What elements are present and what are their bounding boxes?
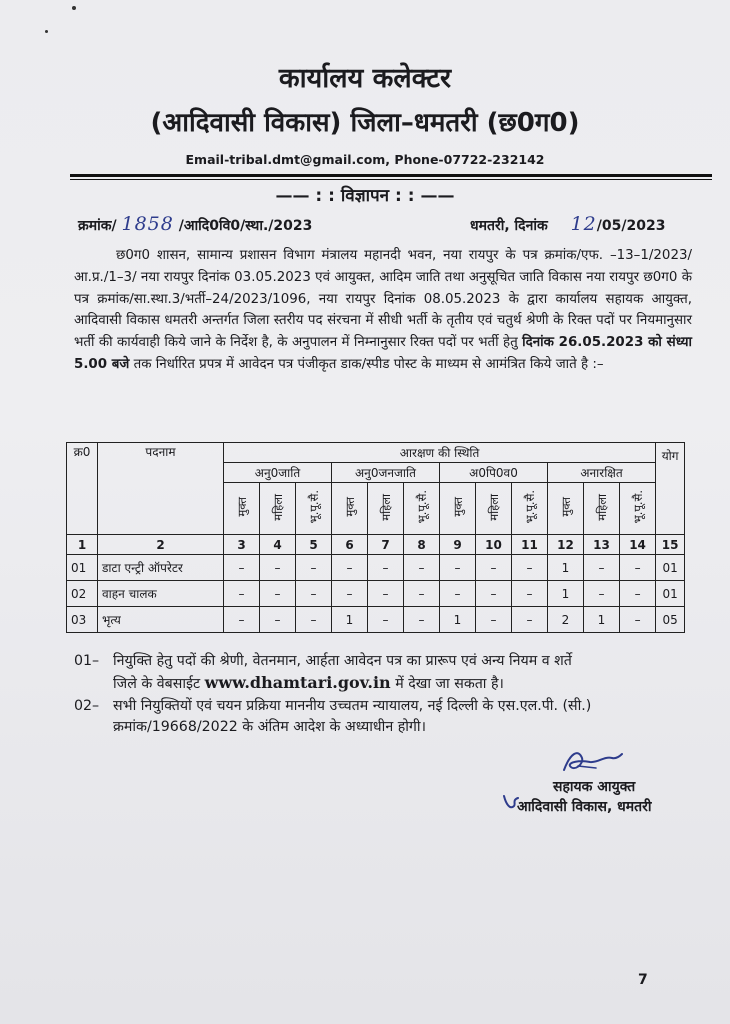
total-cell: 05 (656, 607, 685, 633)
serial-cell: 03 (67, 607, 98, 633)
vacancy-cell: – (620, 607, 656, 633)
column-index-cell: 7 (368, 535, 404, 555)
vacancy-cell: – (512, 581, 548, 607)
column-index-cell: 1 (67, 535, 98, 555)
vacancy-cell: – (260, 555, 296, 581)
vacancy-cell: – (332, 555, 368, 581)
signatory-designation: सहायक आयुक्त (553, 779, 636, 795)
note-number: 01– (74, 653, 100, 669)
total-cell: 01 (656, 581, 685, 607)
vacancy-cell: – (332, 581, 368, 607)
handwritten-ref-number: 1858 (121, 213, 174, 235)
vacancy-cell: – (404, 607, 440, 633)
office-title: कार्यालय कलेक्टर (278, 63, 452, 94)
notice-body: छ0ग0 शासन, सामान्य प्रशासन विभाग मंत्रालय महानदी भवन, नया रायपुर के पत्र क्रमांक/एफ. –13–1/2023/आ.प्र./1–3/ नया रायपुर दिनांक 03.05.2023 एवं आयुक्त, आदिम जाति तथा अनुसूचित जाति विकास नया रायपुर छ0ग0 के पत्र क्रमांक/सा.स्था.3/भर्ती–24/2023/1096, नया रायपुर दिनांक 08.05.2023 के द्वारा कार्यालय सहायक आयुक्त, आदिवासी विकास धमतरी अन्तर्गत जिला स्तरीय पद संरचना में सीधी भर्ती के तृतीय एवं चतुर्थ श्रेणी के रिक्त पदों पर नियमानुसार भर्ती की कार्यवाही किये जाने के निर्देश है, के अनुपालन में निम्नानुसार रिक्त पदों पर भर्ती हेतु दिनांक 26.05.2023 को संध्या 5.00 बजे तक निर्धारित प्रपत्र में आवेदन पत्र पंजीकृत डाक/स्पीड पोस्ट के माध्यम से आमंत्रित किये जाते है :– (74, 248, 692, 372)
group-st: अनु0जनजाति (332, 463, 440, 483)
vacancy-cell: – (440, 581, 476, 607)
website-link[interactable]: www.dhamtari.gov.in (204, 673, 391, 692)
paper-speck (72, 6, 76, 10)
vacancy-cell: – (224, 555, 260, 581)
column-index-cell: 15 (656, 535, 685, 555)
col-serial-header: क्र0 (67, 443, 98, 535)
signature (556, 744, 626, 778)
serial-cell: 01 (67, 555, 98, 581)
total-cell: 01 (656, 555, 685, 581)
header-rule (70, 174, 712, 177)
sub-header-cell: मुक्त (548, 483, 584, 535)
sub-header-cell: महिला (476, 483, 512, 535)
reservation-table (66, 442, 685, 633)
note-number: 02– (74, 698, 100, 714)
vacancy-cell: – (584, 555, 620, 581)
sub-header-cell: मुक्त (332, 483, 368, 535)
vacancy-cell: – (368, 555, 404, 581)
table-row (67, 581, 685, 607)
table-row (67, 607, 685, 633)
vacancy-cell: 1 (440, 607, 476, 633)
group-unreserved: अनारक्षित (548, 463, 656, 483)
vacancy-cell: – (368, 607, 404, 633)
vacancy-cell: – (404, 581, 440, 607)
vacancy-cell: 1 (584, 607, 620, 633)
column-index-cell: 3 (224, 535, 260, 555)
contact-line: Email-tribal.dmt@gmail.com, Phone-07722-232142 (185, 152, 545, 167)
table-row (67, 555, 685, 581)
header-rule-thin (70, 179, 712, 180)
application-deadline: दिनांक 26.05.2023 को संध्या 5.00 बजे (74, 335, 692, 372)
vacancy-cell: – (476, 581, 512, 607)
col-total-header: योग (656, 443, 685, 535)
note-2: सभी नियुक्तियों एवं चयन प्रक्रिया माननीय उच्चतम न्यायालय, नई दिल्ली के एस.एल.पी. (सी.) क्रमांक/19668/2022 के अंतिम आदेश के अध्याधीन होगी। (113, 698, 592, 735)
sub-header-cell: महिला (368, 483, 404, 535)
vacancy-cell: 1 (332, 607, 368, 633)
column-index-cell: 13 (584, 535, 620, 555)
group-obc: अ0पि0व0 (440, 463, 548, 483)
advertisement-heading: —— : : विज्ञापन : : —— (275, 186, 455, 206)
col-post-header: पदनाम (98, 443, 224, 535)
post-name-cell: डाटा एन्ट्री ऑपरेटर (98, 555, 224, 581)
handwritten-date-day: 12 (570, 213, 597, 235)
sub-header-cell: मुक्त (440, 483, 476, 535)
column-index-cell: 10 (476, 535, 512, 555)
column-index-cell: 11 (512, 535, 548, 555)
column-index-cell: 12 (548, 535, 584, 555)
serial-cell: 02 (67, 581, 98, 607)
sub-header-cell: भू.पू.सै. (296, 483, 332, 535)
note-1: नियुक्ति हेतु पदों की श्रेणी, वेतनमान, आर्हता आवेदन पत्र का प्रारूप एवं अन्य नियम व शर्ते जिले के वेबसाईट www.dhamtari.gov.in में देखा जा सकता है। (113, 653, 572, 692)
column-index-cell: 6 (332, 535, 368, 555)
sub-header-cell: महिला (584, 483, 620, 535)
column-index-cell: 4 (260, 535, 296, 555)
column-index-cell: 2 (98, 535, 224, 555)
page-number: 7 (638, 972, 648, 988)
vacancy-cell: – (296, 581, 332, 607)
paper-speck (45, 30, 48, 33)
vacancy-cell: – (620, 581, 656, 607)
reference-number: क्रमांक/ 1858 /आदि0वि0/स्था./2023 (78, 213, 313, 235)
signatory-office: आदिवासी विकास, धमतरी (517, 799, 652, 815)
sub-header-cell: भू.पू.सै. (620, 483, 656, 535)
sub-header-cell: भू.पू.सै. (404, 483, 440, 535)
place-date: धमतरी, दिनांक 12/05/2023 (470, 213, 666, 235)
vacancy-cell: – (368, 581, 404, 607)
vacancy-cell: – (224, 581, 260, 607)
vacancy-cell: – (224, 607, 260, 633)
vacancy-cell: – (296, 555, 332, 581)
post-name-cell: वाहन चालक (98, 581, 224, 607)
vacancy-cell: 1 (548, 555, 584, 581)
vacancy-cell: – (296, 607, 332, 633)
vacancy-cell: 1 (548, 581, 584, 607)
vacancy-cell: – (260, 607, 296, 633)
vacancy-cell: – (620, 555, 656, 581)
group-sc: अनु0जाति (224, 463, 332, 483)
vacancy-cell: – (404, 555, 440, 581)
vacancy-cell: – (476, 555, 512, 581)
vacancy-cell: – (476, 607, 512, 633)
department-line: (आदिवासी विकास) जिला–धमतरी (छ0ग0) (150, 108, 580, 138)
vacancy-cell: 2 (548, 607, 584, 633)
vacancy-cell: – (260, 581, 296, 607)
vacancy-cell: – (584, 581, 620, 607)
column-index-cell: 9 (440, 535, 476, 555)
vacancy-cell: – (440, 555, 476, 581)
vacancy-cell: – (512, 607, 548, 633)
sub-header-cell: भू.पू.सै. (512, 483, 548, 535)
column-index-cell: 8 (404, 535, 440, 555)
reservation-header: आरक्षण की स्थिति (224, 443, 656, 463)
column-index-cell: 14 (620, 535, 656, 555)
vacancy-cell: – (512, 555, 548, 581)
sub-header-cell: महिला (260, 483, 296, 535)
sub-header-cell: मुक्त (224, 483, 260, 535)
post-name-cell: भृत्य (98, 607, 224, 633)
column-index-cell: 5 (296, 535, 332, 555)
